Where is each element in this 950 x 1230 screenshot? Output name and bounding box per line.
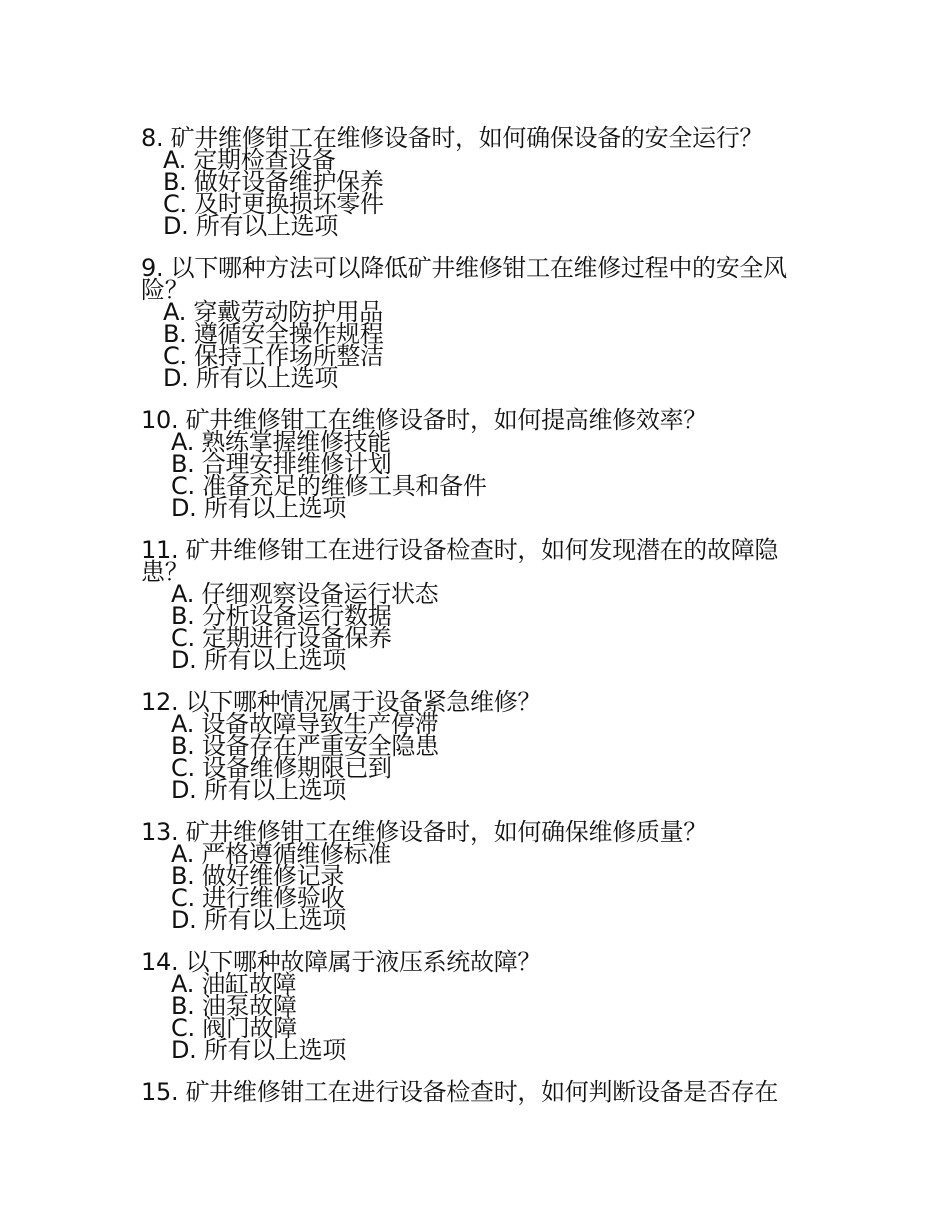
option-d: D. 所有以上选项 — [171, 776, 347, 804]
question-9 — [141, 254, 821, 392]
option-a: A. 仔细观察设备运行状态 — [171, 580, 439, 608]
option-c: C. 阀门故障 — [171, 1014, 297, 1042]
question-text: 13. 矿井维修钳工在维修设备时，如何确保维修质量？ — [141, 818, 707, 846]
question-text: 12. 以下哪种情况属于设备紧急维修？ — [141, 688, 542, 716]
option-d: D. 所有以上选项 — [163, 212, 339, 240]
option-c: C. 准备充足的维修工具和备件 — [171, 472, 487, 500]
question-11 — [141, 536, 821, 674]
option-a: A. 熟练掌握维修技能 — [171, 428, 391, 456]
question-text: 10. 矿井维修钳工在维修设备时，如何提高维修效率？ — [141, 406, 707, 434]
option-a: A. 严格遵循维修标准 — [171, 840, 391, 868]
option-a: A. 油缸故障 — [171, 970, 297, 998]
question-text: 8. 矿井维修钳工在维修设备时，如何确保设备的安全运行？ — [141, 124, 764, 152]
option-c: C. 设备维修期限已到 — [171, 754, 392, 782]
option-list — [141, 970, 821, 1064]
option-list — [141, 428, 821, 522]
option-b: B. 做好维修记录 — [171, 862, 345, 890]
option-d: D. 所有以上选项 — [171, 494, 347, 522]
question-12 — [141, 688, 821, 804]
option-b: B. 合理安排维修计划 — [171, 450, 392, 478]
question-8 — [141, 124, 821, 240]
question-text: 11. 矿井维修钳工在进行设备检查时，如何发现潜在的故障隐患？ — [141, 536, 779, 586]
option-list — [141, 298, 821, 392]
question-list — [141, 124, 821, 1123]
option-list — [141, 146, 821, 240]
question-13 — [141, 818, 821, 934]
option-list — [141, 710, 821, 804]
option-b: B. 做好设备维护保养 — [163, 168, 384, 196]
question-text: 9. 以下哪种方法可以降低矿井维修钳工在维修过程中的安全风险？ — [141, 254, 787, 304]
option-list — [141, 840, 821, 934]
question-text: 15. 矿井维修钳工在进行设备检查时，如何判断设备是否存在 — [141, 1078, 779, 1106]
option-b: B. 油泵故障 — [171, 992, 297, 1020]
option-c: C. 保持工作场所整洁 — [163, 342, 384, 370]
question-14 — [141, 948, 821, 1064]
option-b: B. 设备存在严重安全隐患 — [171, 732, 439, 760]
option-d: D. 所有以上选项 — [171, 906, 347, 934]
option-a: A. 定期检查设备 — [163, 146, 336, 174]
option-c: C. 进行维修验收 — [171, 884, 345, 912]
option-d: D. 所有以上选项 — [163, 364, 339, 392]
option-b: B. 遵循安全操作规程 — [163, 320, 384, 348]
option-list — [141, 580, 821, 674]
option-d: D. 所有以上选项 — [171, 646, 347, 674]
option-d: D. 所有以上选项 — [171, 1036, 347, 1064]
option-b: B. 分析设备运行数据 — [171, 602, 392, 630]
option-c: C. 定期进行设备保养 — [171, 624, 392, 652]
question-text: 14. 以下哪种故障属于液压系统故障？ — [141, 948, 542, 976]
option-a: A. 设备故障导致生产停滞 — [171, 710, 439, 738]
option-a: A. 穿戴劳动防护用品 — [163, 298, 383, 326]
question-15 — [141, 1078, 821, 1106]
question-10 — [141, 406, 821, 522]
option-c: C. 及时更换损坏零件 — [163, 190, 384, 218]
